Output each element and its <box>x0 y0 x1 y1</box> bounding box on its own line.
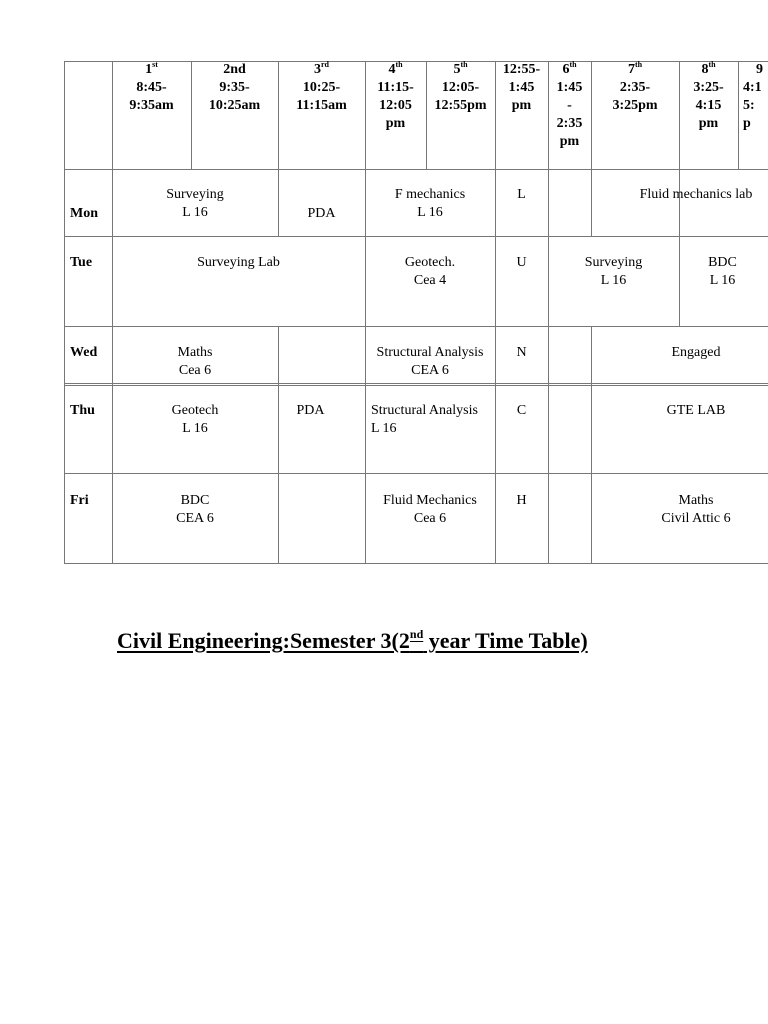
room-name: L 16 <box>182 421 208 436</box>
subject-name: Surveying Lab <box>197 255 280 270</box>
header-period-4 <box>365 61 426 133</box>
header-period-2 <box>191 61 278 115</box>
period-time: pm <box>385 116 406 131</box>
grid-line <box>495 61 496 563</box>
subject-name: Geotech <box>171 403 219 418</box>
subject-name: BDC <box>708 255 737 270</box>
lunch-letter: L <box>517 187 526 202</box>
subject-name: F mechanics <box>394 187 466 202</box>
class-cell-fluid-mechanics <box>365 492 495 528</box>
period-time: pm <box>511 98 532 113</box>
room-name: Cea 4 <box>413 273 447 288</box>
period-ordinal: 5th <box>453 60 468 77</box>
period-ordinal: 4th <box>388 60 403 77</box>
class-cell-pda <box>278 205 365 223</box>
period-time: 4:1 <box>743 80 762 95</box>
class-cell-f-mechanics <box>365 186 495 222</box>
day-label-mon: Mon <box>70 206 98 221</box>
room-name: Cea 6 <box>178 363 212 378</box>
subject-name: Fluid Mechanics <box>383 493 477 508</box>
room-name: Civil Attic 6 <box>661 511 731 526</box>
grid-line <box>64 563 768 564</box>
lunch-letter: U <box>516 255 527 270</box>
header-period-5 <box>426 61 495 115</box>
class-cell-maths <box>112 344 278 380</box>
period-ordinal: 2nd <box>223 62 246 77</box>
grid-line <box>112 61 113 563</box>
page-title: Civil Engineering:Semester 3(2nd year Time Table) <box>117 627 588 653</box>
class-cell-geotech <box>112 402 278 438</box>
class-cell-surveying <box>112 186 278 222</box>
subject-name: Geotech. <box>404 255 456 270</box>
period-time: 8:45- <box>136 80 167 95</box>
room-name: L 16 <box>709 273 736 288</box>
room-name: L 16 <box>182 205 208 220</box>
header-period-6 <box>548 61 591 151</box>
day-label-tue: Tue <box>70 255 93 270</box>
header-period-9 <box>738 61 768 133</box>
period-time: 3:25- <box>693 80 724 95</box>
period-ordinal: 1st <box>145 60 158 77</box>
subject-name: GTE LAB <box>666 403 726 418</box>
grid-line <box>278 326 279 563</box>
period-time: 10:25- <box>302 80 341 95</box>
period-ordinal: 6th <box>562 60 577 77</box>
subject-name: Surveying <box>584 255 643 270</box>
grid-line <box>64 169 768 170</box>
grid-line <box>64 236 768 237</box>
subject-name: Structural Analysis <box>376 345 484 360</box>
header-period-7 <box>591 61 679 115</box>
class-cell-structural-analysis <box>365 344 495 380</box>
header-period-3 <box>278 61 365 115</box>
period-time: 2:35- <box>619 80 651 95</box>
room-name: L 16 <box>417 205 443 220</box>
day-label-wed: Wed <box>70 345 98 360</box>
room-name: CEA 6 <box>411 363 449 378</box>
grid-line <box>64 383 768 384</box>
period-time: 2:35 <box>556 116 583 131</box>
header-period-8 <box>679 61 738 133</box>
lunch-letter: H <box>516 493 527 508</box>
period-time: pm <box>698 116 719 131</box>
subject-name: BDC <box>180 493 210 508</box>
class-cell-engaged <box>591 344 768 362</box>
class-cell-pda <box>278 402 343 420</box>
period-time: 1:45 <box>556 80 583 95</box>
day-label-thu: Thu <box>70 403 95 418</box>
day-label-fri: Fri <box>70 493 89 508</box>
period-ordinal: 7th <box>627 60 643 77</box>
room-name: L 16 <box>600 273 627 288</box>
lunch-letter: C <box>516 403 527 418</box>
header-period-1 <box>112 61 191 115</box>
period-time: 10:25am <box>208 98 261 113</box>
header-corner-cell <box>64 61 112 169</box>
class-cell-bdc <box>679 254 766 290</box>
subject-name: Structural Analysis <box>371 403 478 418</box>
period-ordinal: 3rd <box>314 60 329 77</box>
class-cell-geotech <box>365 254 495 290</box>
period-time: 11:15- <box>377 80 414 95</box>
subject-name: PDA <box>296 403 325 418</box>
subject-name: PDA <box>307 206 336 221</box>
period-time: 4:15 <box>695 98 722 113</box>
period-time: 11:15am <box>296 98 347 113</box>
subject-name: Fluid mechanics lab <box>639 187 753 202</box>
header-lunch-break <box>495 61 548 115</box>
period-time: 9:35- <box>219 80 250 95</box>
grid-line <box>64 473 768 474</box>
class-cell-gte-lab <box>591 402 768 420</box>
period-time: 12:05- <box>441 80 480 95</box>
period-time: 3:25pm <box>612 98 658 113</box>
period-time: - <box>567 98 572 113</box>
class-cell-surveying <box>548 254 679 290</box>
period-time: 5: <box>743 98 755 113</box>
grid-line <box>64 385 768 386</box>
room-name: Cea 6 <box>413 511 447 526</box>
period-time: p <box>743 116 751 131</box>
subject-name: Surveying <box>166 187 224 202</box>
class-cell-surveying-lab <box>112 254 365 272</box>
period-time: 12:05 <box>379 98 412 113</box>
period-time: pm <box>559 134 580 149</box>
period-time: 9:35am <box>129 98 174 113</box>
room-name: L 16 <box>371 421 397 436</box>
grid-line <box>64 326 768 327</box>
lunch-letter: N <box>516 345 527 360</box>
class-cell-structural-analysis <box>371 402 495 438</box>
subject-name: Engaged <box>671 345 721 360</box>
class-cell-bdc <box>112 492 278 528</box>
period-ordinal: 8th <box>701 60 716 77</box>
subject-name: Maths <box>678 493 714 508</box>
class-cell-fluid-mechanics-lab <box>591 186 768 204</box>
grid-line <box>365 61 366 563</box>
period-time: 1:45 <box>508 80 535 95</box>
period-ordinal: 9 <box>756 62 763 77</box>
period-ordinal: 12:55- <box>502 62 541 77</box>
room-name: CEA 6 <box>176 511 214 526</box>
period-time: 12:55pm <box>434 98 487 113</box>
subject-name: Maths <box>177 345 213 360</box>
class-cell-maths <box>591 492 768 528</box>
